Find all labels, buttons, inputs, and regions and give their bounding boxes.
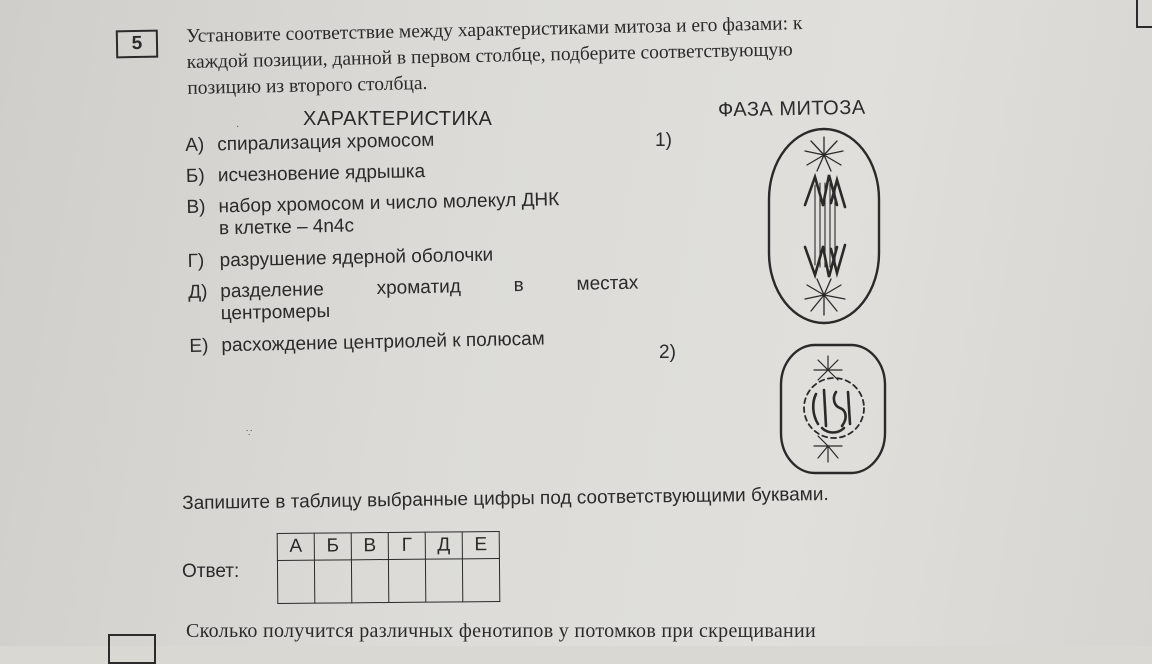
characteristic-item [188, 273, 639, 326]
item-word: в [513, 274, 524, 297]
answer-cell-b[interactable] [314, 560, 351, 603]
task-number-box [116, 30, 158, 59]
answer-column-letter: Е [462, 532, 499, 559]
task-statement-line: Установите соответствие между характеристиками митоза и его фазами: к [186, 13, 803, 47]
characteristic-item [189, 329, 545, 358]
item-text-continuation: в клетке – 4n4c [218, 215, 355, 240]
prophase-cell-icon [778, 342, 890, 476]
task-statement [186, 8, 967, 102]
phase-number: 1) [655, 130, 672, 151]
item-word: местах [576, 272, 639, 295]
item-text-continuation: центромеры [220, 301, 331, 325]
item-text: исчезновение ядрышка [217, 160, 426, 187]
answer-column-letter: А [277, 533, 314, 560]
item-letter: А) [185, 134, 205, 156]
answer-column-letter: Д [425, 532, 462, 559]
phases-header: ФАЗА МИТОЗА [717, 96, 866, 122]
characteristic-item [186, 161, 426, 188]
phase-number: 2) [659, 342, 676, 363]
item-letter: В) [186, 196, 206, 218]
answer-column-letter: Г [388, 532, 425, 559]
answer-cell-g[interactable] [388, 559, 425, 602]
paper-speck: · [236, 122, 240, 133]
characteristic-item [187, 245, 493, 273]
answer-table-input-row [277, 559, 499, 604]
answer-table-header-row [277, 532, 499, 561]
item-letter: Б) [185, 165, 205, 187]
characteristics-header: ХАРАКТЕРИСТИКА [303, 108, 493, 130]
next-task-number-box [108, 634, 156, 664]
item-text: разрушение ядерной оболочки [219, 244, 494, 272]
instruction-text: Запишите в таблицу выбранные цифры под соответствующими буквами. [182, 483, 829, 514]
answer-column-letter: Б [314, 533, 351, 560]
item-word: хроматид [376, 276, 462, 300]
task-number: 5 [131, 32, 143, 55]
item-word: разделение [220, 279, 325, 303]
item-letter: Е) [189, 335, 209, 357]
item-text: расхождение центриолей к полюсам [221, 328, 545, 357]
characteristic-item [185, 130, 435, 157]
item-text: набор хромосом и число молекул ДНК [218, 189, 560, 218]
characteristic-item [186, 189, 560, 241]
task-statement-line: позицию из второго столбца. [187, 72, 428, 99]
answer-cell-v[interactable] [351, 560, 388, 603]
next-task-text: Сколько получится различных фенотипов у потомков при скрещивании [186, 620, 817, 642]
item-letter: Г) [187, 250, 205, 272]
anaphase-cell-icon [765, 125, 885, 330]
task-statement-line: каждой позиции, данной в первом столбце, подберите соответствующую [186, 39, 793, 73]
answer-column-letter: В [351, 533, 388, 560]
answer-table [277, 531, 501, 604]
item-letter: Д) [188, 281, 208, 303]
paper-speck: ∵ [246, 428, 253, 439]
item-text: спирализация хромосом [216, 129, 435, 156]
answer-cell-a[interactable] [277, 560, 314, 603]
answer-label: Ответ: [182, 561, 240, 582]
answer-cell-d[interactable] [425, 559, 462, 602]
answer-cell-e[interactable] [462, 559, 499, 602]
corner-box-fragment [1136, 0, 1152, 28]
